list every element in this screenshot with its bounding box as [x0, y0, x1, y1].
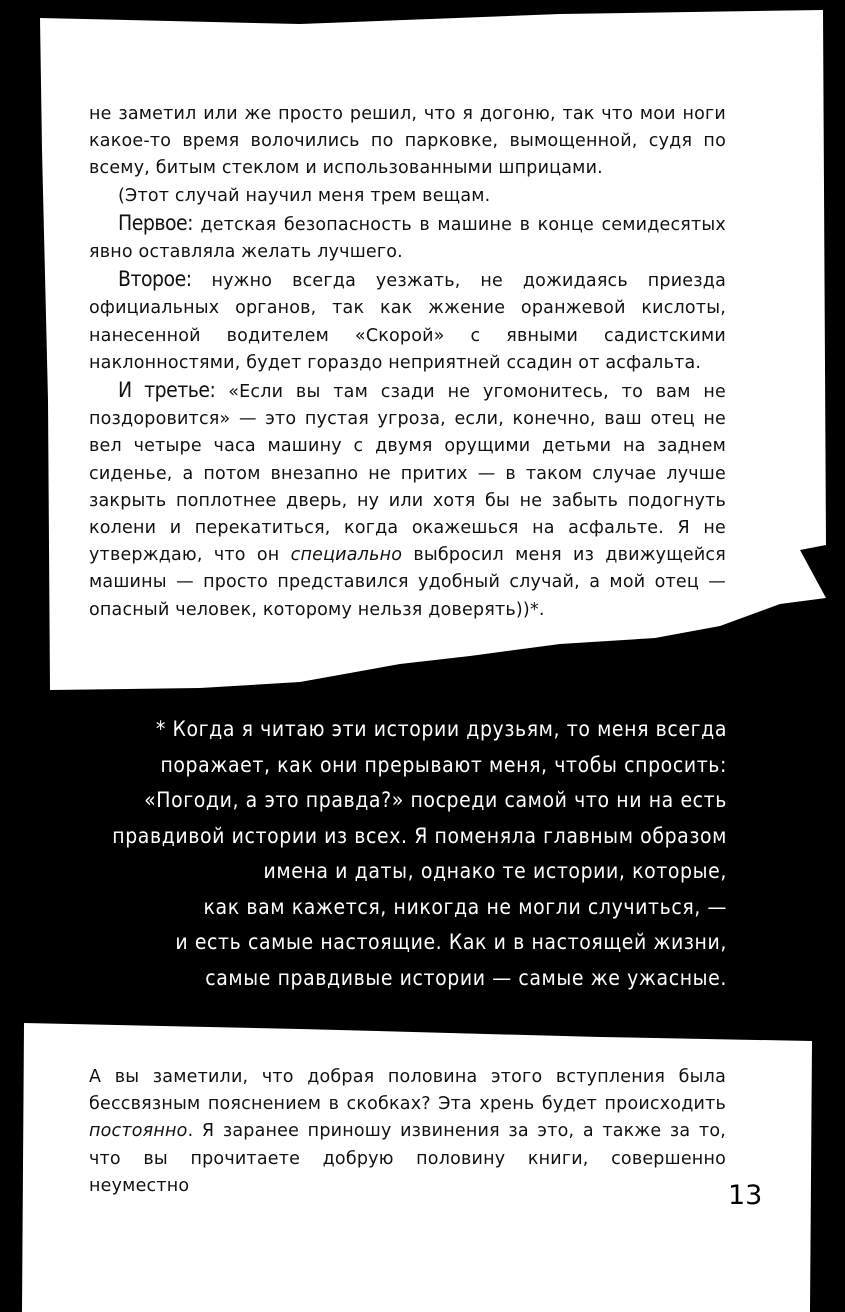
emphasis-specially: специально — [290, 545, 403, 566]
footnote-line: самые правдивые истории — самые же ужасные. — [205, 965, 727, 990]
footnote-line: как вам кажется, никогда не могли случиться, — — [203, 894, 727, 919]
footnote-line: имена и даты, однако те истории, которые, — [263, 859, 727, 883]
lead-second: Второе: — [118, 267, 192, 292]
paragraph-1: не заметил или же просто решил, что я догоню, так что мои ноги какое-то время волочились по парковке, вымощенной, судя по всему, битым стеклом и использованными шприцами. — [89, 104, 726, 179]
lead-third: И третье: — [118, 378, 216, 403]
footnote-line: * Когда я читаю эти истории друзьям, то меня всегда — [155, 717, 727, 741]
footnote-line: поражает, как они прерывают меня, чтобы спросить: — [160, 752, 727, 777]
paragraph-second: Второе: нужно всегда уезжать, не дожидаясь приезда официальных органов, так как жжение оранжевой кислоты, нанесенной водителем «Скорой» с явными садистскими наклонностями, будет гораздо неприятней ссадин от асфальта. — [89, 267, 726, 373]
footnote-line: «Погоди, а это правда?» посреди самой что ни на есть — [144, 788, 727, 812]
bottom-text-block — [89, 1064, 726, 1200]
main-text-block — [89, 101, 726, 624]
footnote-block — [100, 712, 727, 996]
paragraph-first: Первое: детская безопасность в машине в конце семидесятых явно оставляла желать лучшего. — [89, 210, 726, 263]
footnote-line: правдивой истории из всех. Я поменяла главным образом — [112, 823, 727, 848]
paragraph-third: И третье: «Если вы там сзади не угомонитесь, то вам не поздоровится» — это пустая угроза, если, конечно, ваш отец не вел четыре часа машину с двумя орущими детьми на заднем сиденье, а потом внезапно не притих — в таком случае лучше закрыть поплотнее дверь, ну или хотя бы не забыть подогнуть колени и перекатиться, когда окажешься на асфальте. Я не утверждаю, что он специально выбросил меня из движущейся машины — просто представился удобный случай, а мой отец — опасный человек, которому нельзя доверять))*. — [89, 378, 726, 620]
paragraph-2: (Этот случай научил меня трем вещам. — [118, 185, 491, 206]
paragraph-aside: А вы заметили, что добрая половина этого вступления была бессвязным пояснением в скобках? Эта хрень будет происходить постоянно. Я заранее приношу извинения за это, а также за то, что вы прочитаете добрую половину книги, совершенно неуместно — [89, 1067, 726, 1196]
page-number: 13 — [728, 1180, 763, 1211]
lead-first: Первое: — [118, 210, 194, 235]
emphasis-constantly: постоянно — [89, 1121, 188, 1142]
footnote-line: и есть самые настоящие. Как и в настоящей жизни, — [175, 930, 727, 954]
